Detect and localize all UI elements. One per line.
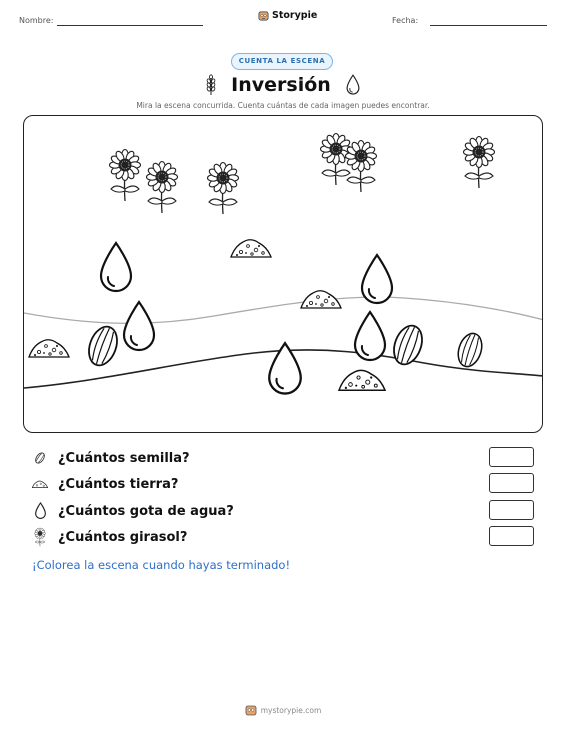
- footer: [0, 704, 566, 716]
- brand-name: Storypie: [272, 10, 318, 21]
- name-label: Nombre:: [19, 16, 54, 25]
- sunflower: [321, 134, 352, 186]
- sunflower: [147, 162, 178, 214]
- question-text: ¿Cuántos tierra?: [58, 476, 179, 492]
- footer-url[interactable]: mystorypie.com: [260, 705, 322, 715]
- water-drop-icon: [345, 74, 361, 96]
- instructions: Mira la escena concurrida. Cuenta cuántas de cada imagen puedes encontrar.: [136, 101, 430, 110]
- water-drop: [355, 312, 385, 360]
- title-row: [0, 74, 566, 96]
- sunflower: [464, 137, 495, 189]
- sunflower: [208, 163, 239, 215]
- question-sunflower: [32, 527, 187, 547]
- scene-illustration: [24, 116, 543, 433]
- closing-message: ¡Colorea la escena cuando hayas terminado!: [32, 558, 291, 572]
- page-title: Inversión: [231, 74, 331, 96]
- seed-icon: [32, 450, 48, 466]
- water-drop: [362, 255, 392, 303]
- storypie-mascot-icon: [245, 704, 257, 716]
- soil-pile: [339, 370, 385, 390]
- question-soil: [32, 474, 178, 494]
- hill-line-back: [24, 297, 543, 323]
- date-label: Fecha:: [392, 16, 419, 25]
- soil-pile: [301, 291, 341, 308]
- name-field[interactable]: [57, 25, 203, 26]
- water-drop: [124, 302, 154, 350]
- question-drop: [32, 501, 234, 521]
- water-drop: [101, 243, 131, 291]
- brand-logo: [258, 10, 317, 21]
- question-text: ¿Cuántos gota de agua?: [58, 503, 234, 519]
- sunflower: [110, 150, 141, 202]
- answer-box-seed[interactable]: [489, 447, 534, 467]
- question-text: ¿Cuántos semilla?: [58, 450, 190, 466]
- answer-box-drop[interactable]: [489, 500, 534, 520]
- seed: [389, 322, 427, 368]
- seed: [454, 330, 486, 369]
- sunflower: [346, 141, 377, 193]
- seed: [84, 323, 122, 369]
- question-seed: [32, 448, 190, 468]
- wheat-icon: [205, 74, 217, 96]
- sunflower-icon: [32, 529, 48, 545]
- activity-badge: CUENTA LA ESCENA: [231, 53, 333, 70]
- soil-pile: [29, 340, 69, 357]
- question-text: ¿Cuántos girasol?: [58, 529, 188, 545]
- answer-box-sunflower[interactable]: [489, 526, 534, 546]
- scene-panel: [23, 115, 543, 433]
- soil-pile-icon: [32, 476, 48, 492]
- date-field[interactable]: [430, 25, 547, 26]
- answer-box-soil[interactable]: [489, 473, 534, 493]
- water-drop-icon: [32, 503, 48, 519]
- soil-pile: [231, 240, 271, 257]
- storypie-mascot-icon: [258, 10, 269, 21]
